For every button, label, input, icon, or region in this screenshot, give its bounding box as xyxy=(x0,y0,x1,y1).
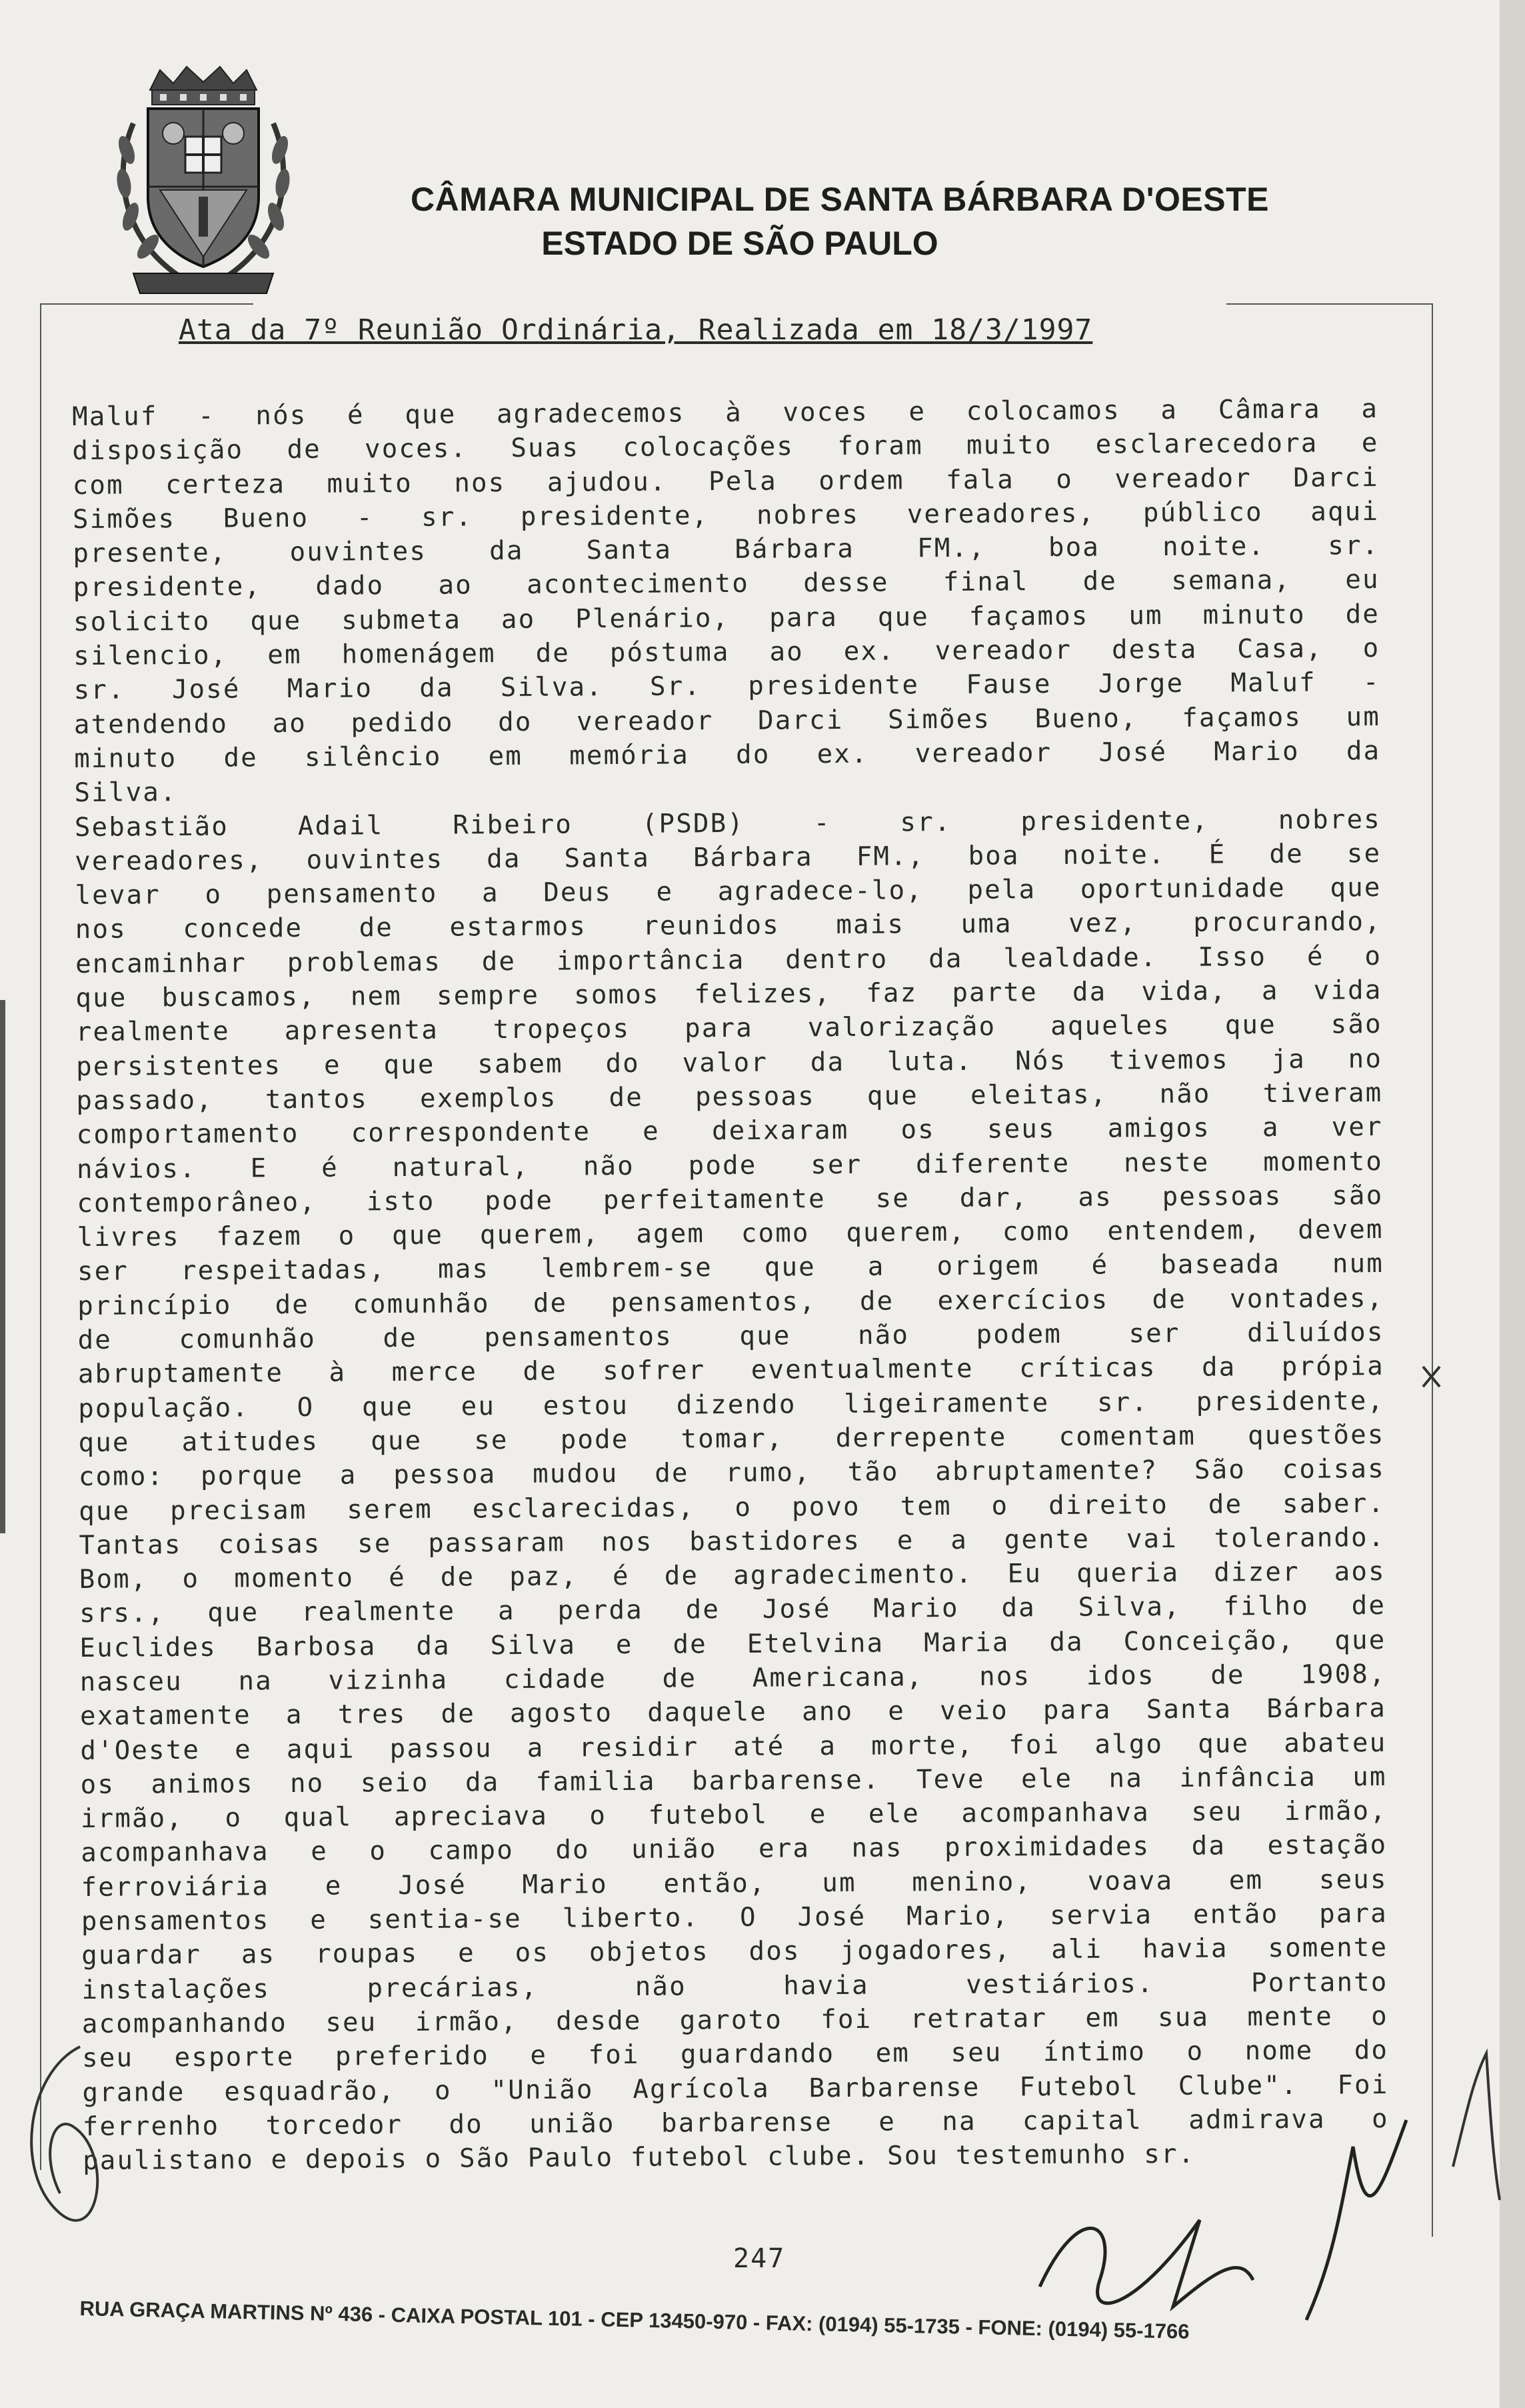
right-margin-rule xyxy=(1432,303,1433,2237)
left-margin-rule xyxy=(40,303,41,2170)
body-line: vereadores, ouvintes da Santa Bárbara FM., boa noite. É de se xyxy=(75,838,1382,877)
body-line: nos concede de estarmos reunidos mais uma vez, procurando, xyxy=(75,907,1382,945)
body-line: de comunhão de pensamentos que não podem ser diluídos xyxy=(77,1317,1384,1355)
body-line: irmão, o qual apreciava o futebol e ele acompanhava seu irmão, xyxy=(80,1796,1388,1835)
body-line: návios. E é natural, não pode ser diferente neste momento xyxy=(76,1146,1384,1185)
body-line: minuto de silêncio em memória do ex. vereador José Mario da xyxy=(74,735,1381,774)
signature-mark-far-right xyxy=(1453,2053,1500,2200)
body-line: exatamente a tres de agosto daquele ano e veio para Santa Bárbara xyxy=(79,1693,1387,1732)
body-line: que buscamos, nem sempre somos felizes, faz parte da vida, a vida xyxy=(75,975,1382,1014)
institution-name: CÂMARA MUNICIPAL DE SANTA BÁRBARA D'OESTE xyxy=(411,181,1269,218)
body-line: grande esquadrão, o "União Agrícola Barbarense Futebol Clube". Foi xyxy=(82,2069,1389,2108)
body-line: d'Oeste e aqui passou a residir até a morte, foi algo que abateu xyxy=(80,1727,1387,1766)
header-rule-left xyxy=(40,303,253,305)
body-line: disposição de voces. Suas colocações foram muito esclarecedora e xyxy=(72,428,1379,467)
municipal-coat-of-arms-icon xyxy=(107,63,300,303)
body-line: sr. José Mario da Silva. Sr. presidente Fause Jorge Maluf - xyxy=(73,667,1380,706)
body-line: contemporâneo, isto pode perfeitamente se dar, as pessoas são xyxy=(77,1180,1384,1219)
body-line: passado, tantos exemplos de pessoas que eleitas, não tiveram xyxy=(76,1077,1383,1116)
body-line: Sebastião Adail Ribeiro (PSDB) - sr. presidente, nobres xyxy=(74,804,1382,843)
session-title: Ata da 7º Reunião Ordinária, Realizada em 18/3/1997 xyxy=(179,313,1093,347)
body-line: Bom, o momento é de paz, é de agradecimento. Eu queria dizer aos xyxy=(79,1557,1386,1595)
minutes-body xyxy=(72,392,1389,2178)
body-line: Tantas coisas se passaram nos bastidores e a gente vai tolerando. xyxy=(79,1522,1386,1561)
body-line: que atitudes que se pode tomar, derrepente comentam questões xyxy=(78,1419,1385,1458)
body-line: Euclides Barbosa da Silva e de Etelvina Maria da Conceição, que xyxy=(79,1625,1386,1663)
body-line: realmente apresenta tropeços para valorização aqueles que são xyxy=(75,1009,1382,1048)
body-line: nasceu na vizinha cidade de Americana, nos idos de 1908, xyxy=(79,1659,1386,1697)
body-line: solicito que submeta ao Plenário, para que façamos um minuto de xyxy=(73,599,1380,637)
body-line: Simões Bueno - sr. presidente, nobres vereadores, público aqui xyxy=(72,496,1380,535)
body-line: que precisam serem esclarecidas, o povo tem o direito de saber. xyxy=(79,1488,1386,1527)
body-line: ferroviária e José Mario então, um menino, voava em seus xyxy=(81,1864,1388,1903)
page-edge-shadow xyxy=(1500,0,1525,2408)
address-footer: RUA GRAÇA MARTINS Nº 436 - CAIXA POSTAL 101 - CEP 13450-970 - FAX: (0194) 55-1735 - FONE: (0194) 55-1766 xyxy=(79,2297,1190,2343)
body-line: persistentes e que sabem do valor da luta. Nós tivemos ja no xyxy=(75,1043,1383,1082)
body-line: acompanhando seu irmão, desde garoto foi retratar em sua mente o xyxy=(81,2001,1388,2039)
body-line: instalações precárias, não havia vestiários. Portanto xyxy=(81,1967,1388,2005)
body-line: os animos no seio da familia barbarense. Teve ele na infância um xyxy=(80,1761,1387,1800)
body-line: população. O que eu estou dizendo ligeiramente sr. presidente, xyxy=(78,1385,1385,1424)
body-line: guardar as roupas e os objetos dos jogadores, ali havia somente xyxy=(81,1933,1388,1971)
body-line: pensamentos e sentia-se liberto. O José Mario, servia então para xyxy=(81,1899,1388,1937)
state-name: ESTADO DE SÃO PAULO xyxy=(541,225,938,262)
body-line: com certeza muito nos ajudou. Pela ordem fala o vereador Darci xyxy=(72,462,1379,501)
body-line: Silva. xyxy=(74,777,177,809)
body-line: abruptamente à merce de sofrer eventualmente críticas da própia xyxy=(77,1351,1385,1390)
body-line: acompanhava e o campo do união era nas proximidades da estação xyxy=(81,1830,1388,1869)
header-rule-right xyxy=(1226,303,1433,305)
body-line: ser respeitadas, mas lembrem-se que a origem é baseada num xyxy=(77,1249,1384,1287)
body-line: presidente, dado ao acontecimento desse final de semana, eu xyxy=(73,565,1380,603)
body-line: princípio de comunhão de pensamentos, de exercícios de vontades, xyxy=(77,1283,1384,1321)
body-line: livres fazem o que querem, agem como querem, como entendem, devem xyxy=(77,1215,1384,1253)
body-line: seu esporte preferido e foi guardando em seu íntimo o nome do xyxy=(82,2035,1389,2074)
body-line: paulistano e depois o São Paulo futebol clube. Sou testemunho sr. xyxy=(82,2139,1196,2177)
signature-mark-center xyxy=(1040,2220,1253,2307)
body-line: como: porque a pessoa mudou de rumo, tão abruptamente? São coisas xyxy=(78,1454,1385,1493)
body-line: atendendo ao pedido do vereador Darci Simões Bueno, façamos um xyxy=(73,701,1381,740)
body-line: encaminhar problemas de importância dentro da lealdade. Isso é o xyxy=(75,941,1382,979)
body-line: comportamento correspondente e deixaram os seus amigos a ver xyxy=(76,1112,1383,1151)
page-binding-edge xyxy=(0,1000,5,1533)
document-header xyxy=(373,180,1306,263)
body-line: Maluf - nós é que agradecemos à voces e colocamos a Câmara a xyxy=(72,394,1379,432)
body-line: srs., que realmente a perda de José Mario da Silva, filho de xyxy=(79,1591,1386,1629)
body-line: ferrenho torcedor do união barbarense e na capital admirava o xyxy=(82,2103,1389,2142)
page-number: 247 xyxy=(733,2243,786,2274)
body-line: silencio, em homenágem de póstuma ao ex. vereador desta Casa, o xyxy=(73,633,1380,672)
body-line: presente, ouvintes da Santa Bárbara FM., boa noite. sr. xyxy=(73,531,1380,569)
body-line: levar o pensamento a Deus e agradece-lo, pela oportunidade que xyxy=(75,873,1382,911)
